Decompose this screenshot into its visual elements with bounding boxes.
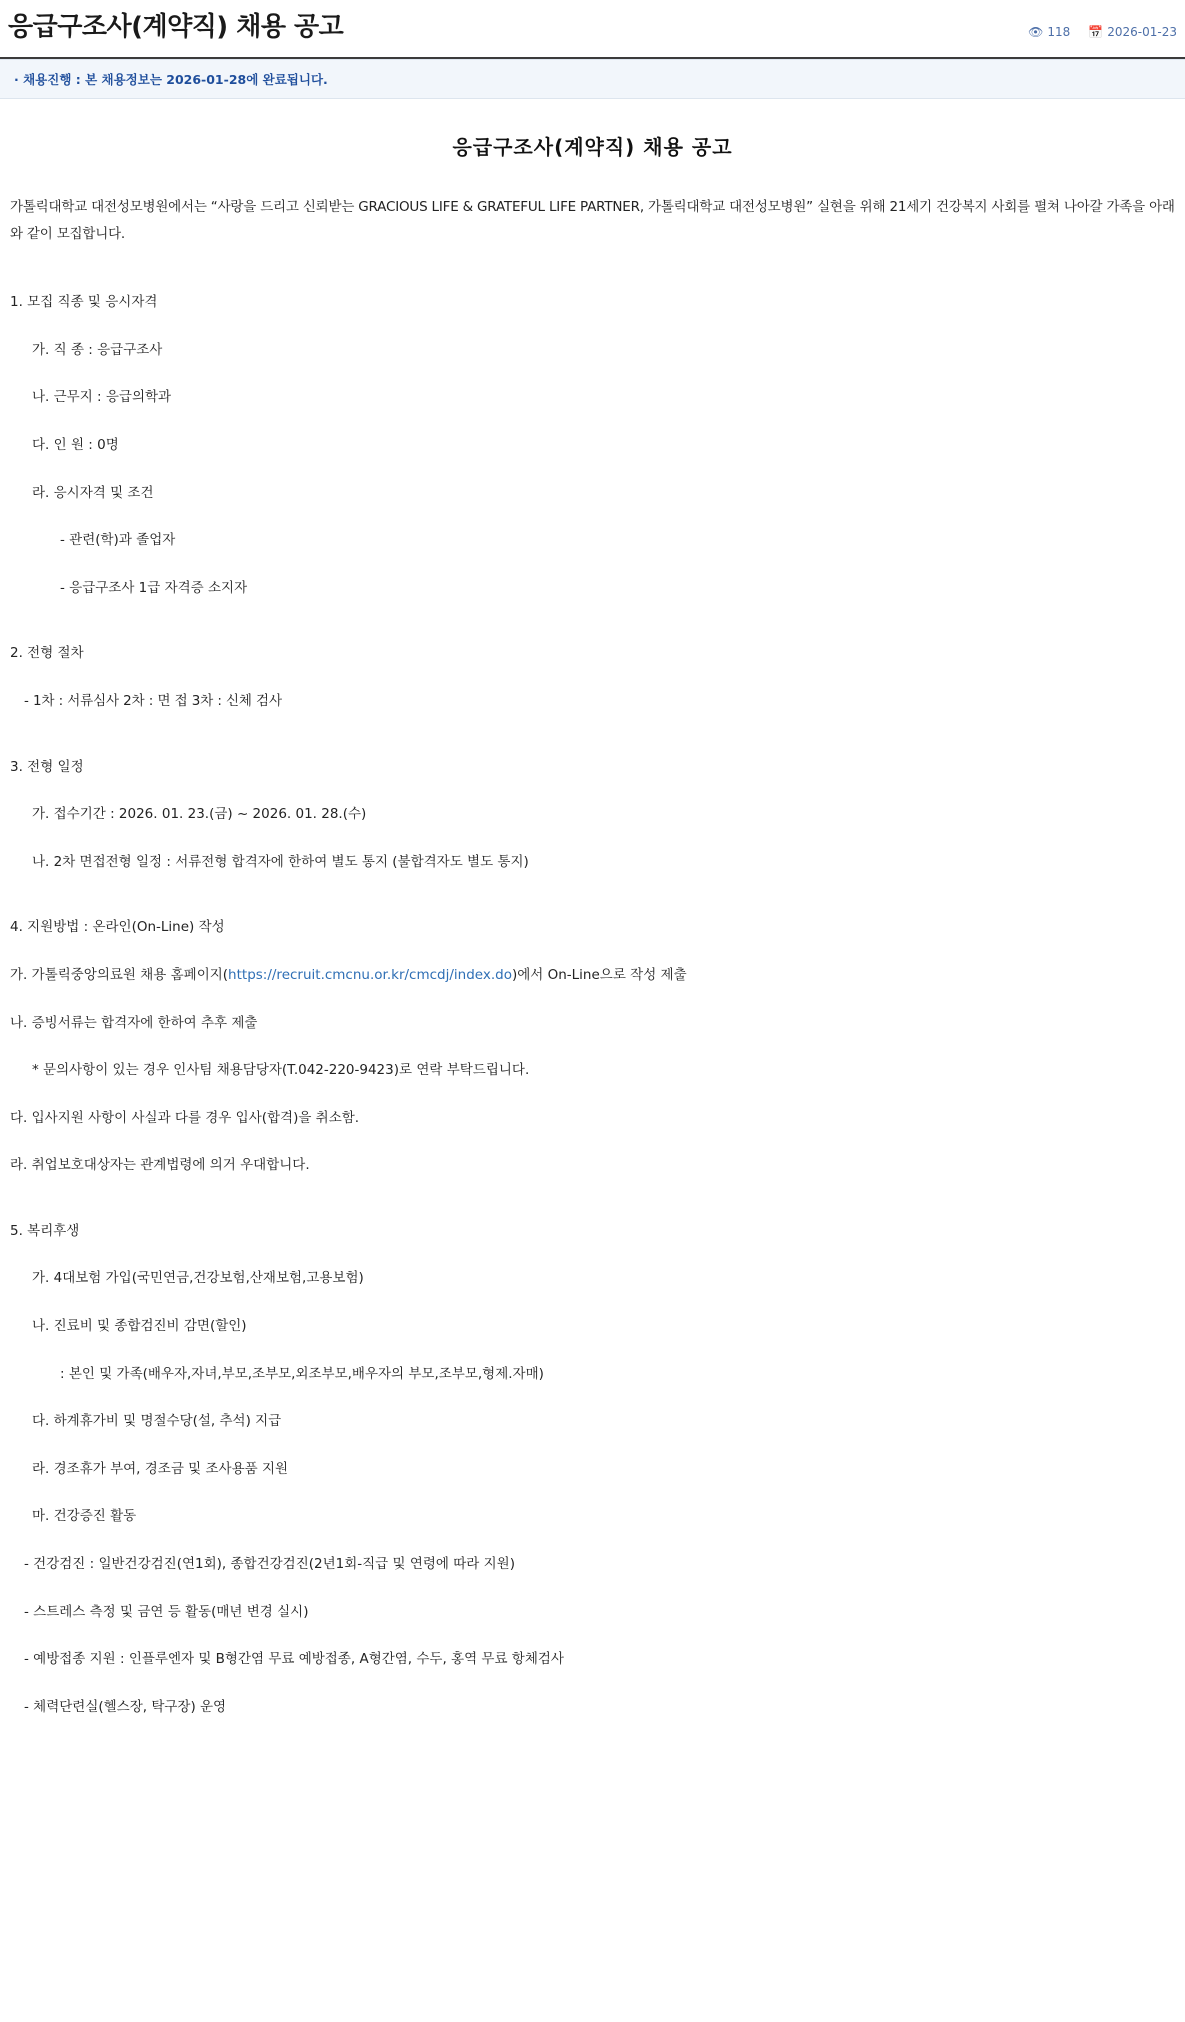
post-meta [1028, 25, 1177, 43]
section-item: 다. 하계휴가비 및 명절수당(설, 추석) 지급 [32, 1413, 282, 1430]
section-heading-1: 1. 모집 직종 및 응시자격 [10, 294, 158, 311]
section-item: : 본인 및 가족(배우자,자녀,부모,조부모,외조부모,배우자의 부모,조부모,형제.자매) [60, 1365, 544, 1382]
section-heading-2: 2. 전형 절차 [10, 645, 84, 662]
section-item-with-link [10, 965, 1175, 987]
section-heading-4: 4. 지원방법 : 온라인(On-Line) 작성 [10, 919, 225, 936]
section-item: 라. 취업보호대상자는 관계법령에 의거 우대합니다. [10, 1157, 310, 1174]
section-item: - 1차 : 서류심사 2차 : 면 접 3차 : 신체 검사 [24, 692, 282, 709]
recruit-homepage-link[interactable]: https://recruit.cmcnu.or.kr/cmcdj/index.do [228, 966, 512, 983]
section-item: 라. 경조휴가 부여, 경조금 및 조사용품 지원 [32, 1460, 289, 1477]
view-count [1028, 25, 1070, 39]
document-body [0, 99, 1185, 1784]
section-heading-5: 5. 복리후생 [10, 1222, 80, 1239]
post-header [0, 0, 1185, 59]
page-title: 응급구조사(계약직) 채용 공고 [8, 12, 344, 42]
section-item: 가. 4대보험 가입(국민연금,건강보험,산재보험,고용보험) [32, 1270, 364, 1287]
section-item: 나. 2차 면접전형 일정 : 서류전형 합격자에 한하여 별도 통지 (불합격자도 별도 통지) [32, 853, 529, 870]
section-item-text-after: )에서 On-Line으로 작성 제출 [511, 966, 687, 983]
section-item: 마. 건강증진 활동 [32, 1508, 137, 1525]
section-item: 나. 근무지 : 응급의학과 [32, 389, 172, 406]
section-item: - 관련(학)과 졸업자 [60, 532, 176, 549]
section-item: - 예방접종 지원 : 인플루엔자 및 B형간염 무료 예방접종, A형간염, 수두, 홍역 무료 항체검사 [24, 1651, 564, 1668]
section-item: 나. 진료비 및 종합검진비 감면(할인) [32, 1318, 247, 1335]
view-count-value: 118 [1047, 25, 1071, 40]
document-intro: 가톨릭대학교 대전성모병원에서는 “사랑을 드리고 신뢰받는 GRACIOUS LIFE & GRATEFUL LIFE PARTNER, 가톨릭대학교 대전성모병원” 실현을 위해 21세기 건강복지 사회를 펼쳐 나아갈 가족을 아래와 같이 모집합니다. [10, 199, 1175, 243]
section-item: 다. 인 원 : 0명 [32, 436, 119, 453]
status-badge: · 채용진행 : 본 채용정보는 2026-01-28에 완료됩니다. [0, 59, 1185, 99]
section-item-text-before: 가. 가톨릭중앙의료원 채용 홈페이지( [10, 966, 229, 983]
post-date-value: 2026-01-23 [1107, 25, 1177, 40]
section-item: - 체력단련실(헬스장, 탁구장) 운영 [24, 1698, 227, 1715]
section-item: - 건강검진 : 일반건강검진(연1회), 종합건강검진(2년1회-직급 및 연령에 따라 지원) [24, 1556, 515, 1573]
section-item: 다. 입사지원 사항이 사실과 다를 경우 입사(합격)을 취소함. [10, 1109, 360, 1126]
section-item: 라. 응시자격 및 조건 [32, 484, 154, 501]
section-item: 나. 증빙서류는 합격자에 한하여 추후 제출 [10, 1014, 258, 1031]
section-item: 가. 접수기간 : 2026. 01. 23.(금) ~ 2026. 01. 28.(수) [32, 806, 367, 823]
section-item: - 스트레스 측정 및 금연 등 활동(매년 변경 실시) [24, 1603, 309, 1620]
post-date [1088, 25, 1177, 39]
eye-icon: 👁 [1028, 25, 1044, 40]
section-item: * 문의사항이 있는 경우 인사팀 채용담당자(T.042-220-9423)로 연락 부탁드립니다. [32, 1062, 530, 1079]
document-title: 응급구조사(계약직) 채용 공고 [452, 135, 733, 160]
section-heading-3: 3. 전형 일정 [10, 758, 84, 775]
calendar-icon: 📅 [1088, 25, 1104, 40]
section-item: - 응급구조사 1급 자격증 소지자 [60, 579, 248, 596]
section-item: 가. 직 종 : 응급구조사 [32, 341, 163, 358]
